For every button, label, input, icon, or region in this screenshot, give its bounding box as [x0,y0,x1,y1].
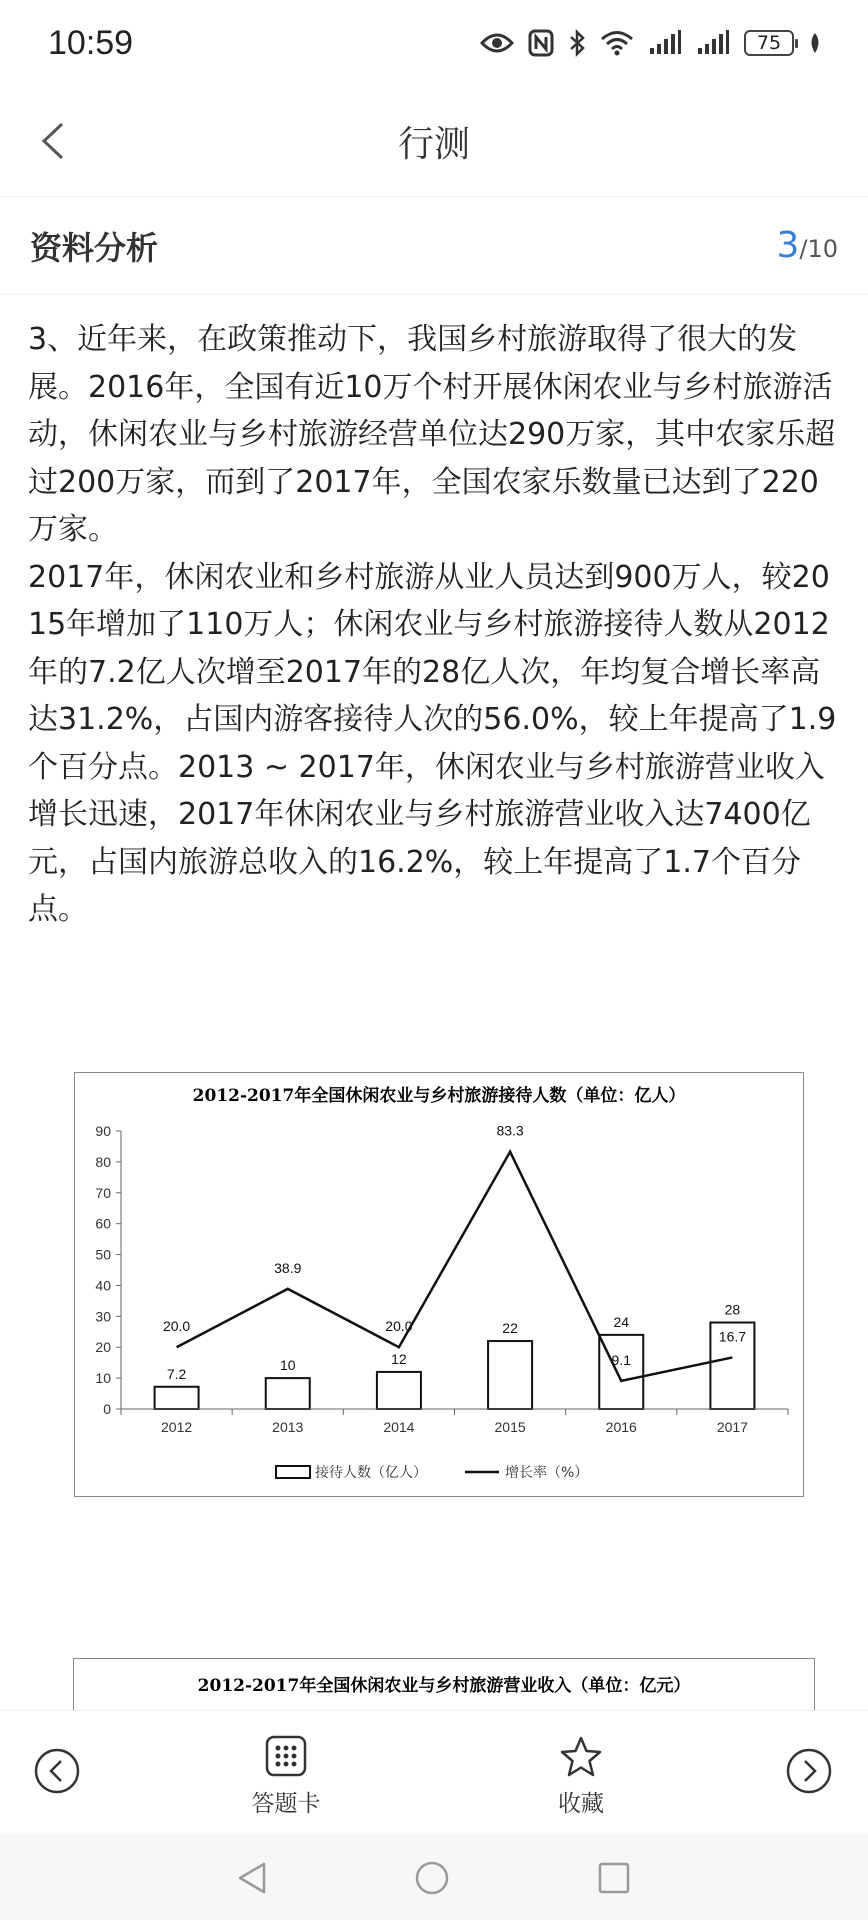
wifi-icon [600,30,634,56]
favorite-button[interactable]: 收藏 [558,1791,604,1817]
bar-value-label: 12 [391,1350,407,1367]
system-nav-bar [0,1834,868,1920]
y-tick-label: 10 [95,1370,111,1387]
line-value-label: 9.1 [611,1351,631,1368]
answer-card-button[interactable]: 答题卡 [251,1791,321,1817]
back-arrow-icon[interactable] [30,116,80,166]
system-back-icon[interactable] [234,1860,270,1896]
x-tick-label: 2016 [605,1419,637,1435]
bar-value-label: 24 [613,1313,630,1330]
visitor-chart [74,1072,804,1497]
chart-title: 2012-2017年全国休闲农业与乡村旅游接待人数（单位：亿人） [192,1086,686,1106]
y-tick-label: 40 [95,1277,111,1294]
y-tick-label: 60 [95,1215,111,1232]
bottom-toolbar [0,1710,868,1835]
signal-icon-2 [696,30,730,56]
question-content [28,316,843,934]
bar [488,1341,532,1409]
y-tick-label: 70 [95,1184,111,1201]
x-tick-label: 2013 [272,1419,304,1435]
nfc-icon [528,29,554,57]
answer-card-icon[interactable] [265,1735,307,1777]
system-home-icon[interactable] [414,1860,450,1896]
visitor-chart-svg [75,1073,803,1496]
bar [377,1372,421,1409]
line-value-label: 20.0 [162,1318,191,1335]
growth-rate-line [177,1152,733,1381]
line-value-label: 83.3 [496,1122,524,1139]
section-header [0,197,868,295]
y-tick-label: 0 [103,1401,111,1417]
question-counter [776,225,838,266]
legend-bar-label: 接待人数（亿人） [315,1465,427,1481]
status-time: 10:59 [48,23,134,62]
bar-value-label: 22 [502,1320,518,1337]
status-icons [480,29,822,57]
chart-legend [276,1464,588,1481]
line-value-label: 38.9 [274,1259,302,1276]
total-questions: /10 [799,235,838,263]
x-tick-label: 2015 [494,1419,526,1435]
bar [266,1378,310,1409]
leaf-icon [808,32,822,54]
revenue-chart-title: 2012-2017年全国休闲农业与乡村旅游营业收入（单位：亿元） [197,1676,691,1696]
question-paragraph-2: 2017年，休闲农业和乡村旅游从业人员达到900万人，较2015年增加了110万人；休闲农业与乡村旅游接待人数从2012年的7.2亿人次增至2017年的28亿人次，年均复合增长率高达31.2%，占国内游客接待人次的56.0%，较上年提高了1.9个百分点。2013 ~ 2017年，休闲农业与乡村旅游营业收入增长迅速，2017年休闲农业与乡村旅游营业收入达7400亿元，占国内旅游总收入的16.2%，较上年提高了1.7个百分点。 [28,559,837,927]
system-recents-icon[interactable] [596,1860,632,1896]
prev-question-icon[interactable] [33,1747,81,1795]
y-tick-label: 20 [95,1339,111,1356]
section-title: 资料分析 [30,228,159,267]
x-tick-label: 2017 [716,1419,748,1435]
bar-value-label: 10 [279,1357,296,1374]
y-tick-label: 90 [95,1123,111,1139]
legend-bar-swatch [276,1466,310,1478]
line-value-label: 20.0 [385,1318,413,1335]
page-title: 行测 [397,123,470,165]
y-tick-label: 30 [95,1308,111,1325]
x-tick-label: 2012 [161,1419,193,1435]
bar-value-label: 28 [724,1301,741,1318]
line-value-label: 16.7 [718,1328,747,1345]
next-question-icon[interactable] [785,1747,833,1795]
star-icon[interactable] [559,1735,603,1779]
eye-icon [480,31,514,55]
bluetooth-icon [568,29,586,57]
nav-bar [0,86,868,197]
bar [155,1387,199,1409]
battery-indicator [744,30,794,56]
question-paragraph-1: 3、近年来，在政策推动下，我国乡村旅游取得了很大的发展。2016年，全国有近10万个村开展休闲农业与乡村旅游活动，休闲农业与乡村旅游经营单位达290万家，其中农家乐超过200万家，而到了2017年，全国农家乐数量已达到了220万家。 [28,322,836,547]
y-tick-label: 50 [95,1246,111,1263]
bar-value-label: 7.2 [166,1365,187,1382]
legend-line-label: 增长率（%） [505,1465,589,1481]
current-question: 3 [776,225,800,266]
status-bar [0,0,868,86]
x-tick-label: 2014 [383,1419,415,1435]
signal-icon [648,30,682,56]
battery-level: 75 [756,32,782,54]
bar [599,1335,643,1409]
y-tick-label: 80 [95,1153,111,1170]
